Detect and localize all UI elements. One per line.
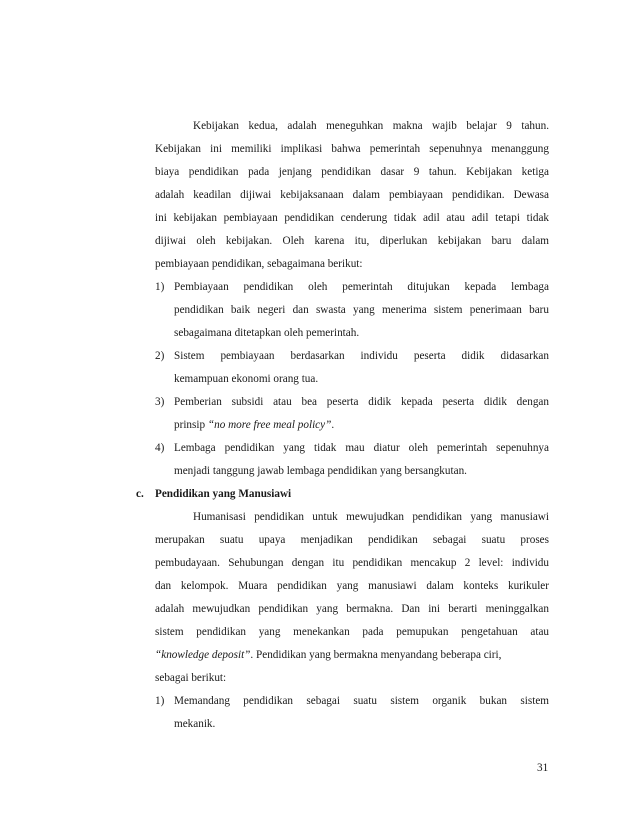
paragraph-line: pembudayaan. Sehubungan dengan itu pendidikan mencakup 2 level: individu: [155, 557, 549, 569]
list-item-line: kemampuan ekonomi orang tua.: [174, 373, 319, 385]
paragraph-line: Humanisasi pendidikan untuk mewujudkan pendidikan yang manusiawi: [193, 511, 549, 523]
paragraph-line: merupakan suatu upaya menjadikan pendidikan sebagai suatu proses: [155, 534, 549, 546]
list-number: 2): [155, 350, 165, 362]
list-number: 3): [155, 396, 165, 408]
paragraph-line: adalah keadilan dijiwai kebijaksanaan dalam pembiayaan pendidikan. Dewasa: [155, 189, 549, 201]
list-item-line: menjadi tanggung jawab lembaga pendidikan yang bersangkutan.: [174, 465, 467, 477]
quoted-phrase: “knowledge deposit”: [155, 649, 251, 661]
paragraph-line: [155, 648, 501, 662]
paragraph-line: Kebijakan ini memiliki implikasi bahwa pemerintah sepenuhnya menanggung: [155, 143, 549, 155]
list-item-text: prinsip: [174, 419, 208, 431]
list-item-line: pendidikan baik negeri dan swasta yang menerima sistem penerimaan baru: [174, 304, 549, 316]
list-item-text: .: [331, 419, 335, 431]
list-item-line: [174, 418, 334, 432]
list-item-line: Memandang pendidikan sebagai suatu sistem organik bukan sistem: [174, 695, 549, 707]
paragraph-line: pembiayaan pendidikan, sebagaimana berikut:: [155, 258, 363, 270]
paragraph-line: adalah mewujudkan pendidikan yang bermakna. Dan ini berarti meninggalkan: [155, 603, 549, 615]
paragraph-line: dan kelompok. Muara pendidikan yang manusiawi dalam konteks kurikuler: [155, 580, 549, 592]
list-item-line: sebagaimana ditetapkan oleh pemerintah.: [174, 327, 360, 339]
paragraph-line: ini kebijakan pembiayaan pendidikan cenderung tidak adil atau adil tetapi tidak: [155, 212, 549, 224]
paragraph-line: dijiwai oleh kebijakan. Oleh karena itu, diperlukan kebijakan baru dalam: [155, 235, 549, 247]
paragraph-line: Kebijakan kedua, adalah meneguhkan makna wajib belajar 9 tahun.: [193, 120, 549, 132]
list-item-line: Sistem pembiayaan berdasarkan individu peserta didik didasarkan: [174, 350, 549, 362]
list-item-line: mekanik.: [174, 718, 216, 730]
page-number: 31: [537, 762, 549, 774]
section-number: c.: [136, 488, 144, 500]
list-number: 1): [155, 281, 165, 293]
quoted-phrase: “no more free meal policy”: [207, 419, 332, 431]
paragraph-text: . Pendidikan yang bermakna menyandang beberapa ciri,: [250, 649, 502, 661]
list-item-line: Pembiayaan pendidikan oleh pemerintah ditujukan kepada lembaga: [174, 281, 549, 293]
paragraph-line: sistem pendidikan yang menekankan pada pemupukan pengetahuan atau: [155, 626, 549, 638]
list-item-line: Pemberian subsidi atau bea peserta didik kepada peserta didik dengan: [174, 396, 549, 408]
paragraph-line: sebagai berikut:: [155, 672, 227, 684]
section-heading: Pendidikan yang Manusiawi: [155, 488, 292, 500]
paragraph-line: biaya pendidikan pada jenjang pendidikan dasar 9 tahun. Kebijakan ketiga: [155, 166, 549, 178]
list-number: 1): [155, 695, 165, 707]
list-item-line: Lembaga pendidikan yang tidak mau diatur oleh pemerintah sepenuhnya: [174, 442, 549, 454]
list-number: 4): [155, 442, 165, 454]
